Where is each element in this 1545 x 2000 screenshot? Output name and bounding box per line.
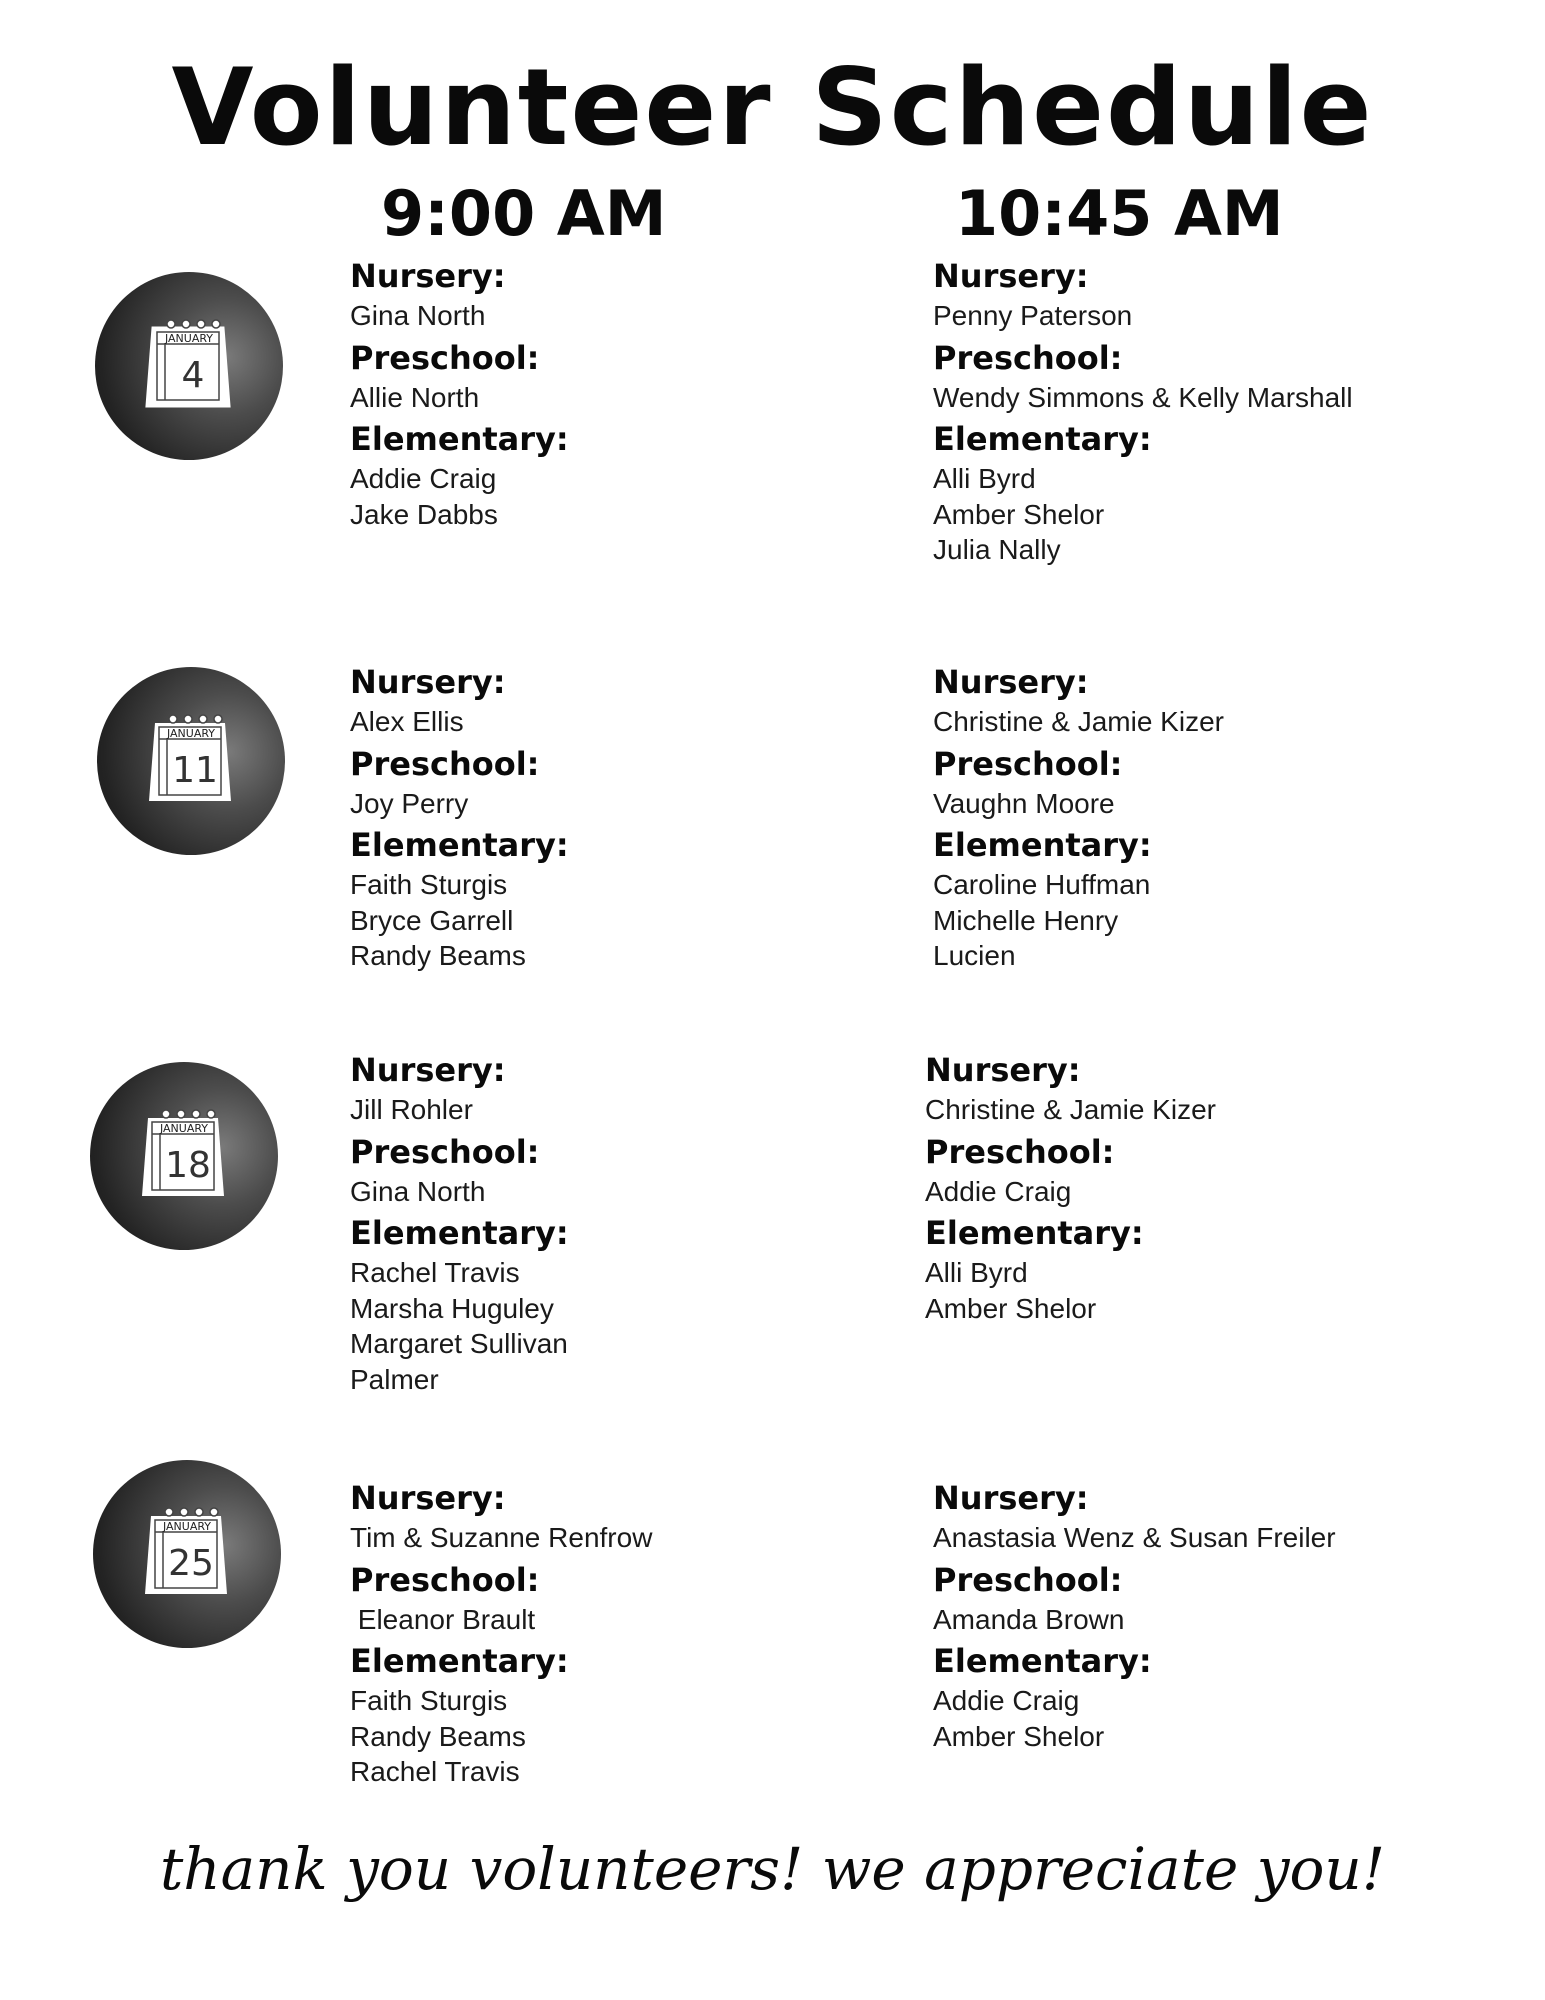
volunteer-name: Allie North: [350, 381, 480, 413]
volunteer-name: Bryce Garrell: [350, 904, 514, 936]
volunteer-name: Rachel Travis: [350, 1756, 520, 1787]
category-preschool: Preschool:: [350, 1560, 540, 1599]
calendar-month: JANUARY: [166, 727, 216, 740]
preschool-list: [350, 380, 910, 416]
volunteer-name: Addie Craig: [350, 463, 497, 494]
preschool-list: [933, 786, 1493, 822]
category-nursery: Nursery:: [350, 257, 506, 295]
preschool-list: [350, 786, 910, 822]
time-heading-late: 10:45 AM: [955, 177, 1284, 250]
calendar-day: 18: [165, 1145, 211, 1186]
calendar-day: 11: [172, 750, 218, 791]
volunteer-name: Eleanor Brault: [350, 1603, 536, 1635]
category-elementary: Elementary:: [933, 420, 1152, 458]
elementary-list: [350, 867, 910, 974]
volunteer-name: Margaret Sullivan: [350, 1328, 568, 1359]
category-preschool: Preschool:: [933, 338, 1123, 377]
category-elementary: Elementary:: [350, 826, 569, 864]
calendar-icon: [95, 272, 283, 460]
volunteer-name: Faith Sturgis: [350, 1685, 508, 1716]
volunteer-name: Addie Craig: [925, 1175, 1072, 1207]
category-elementary: Elementary:: [925, 1214, 1144, 1252]
volunteer-name: Rachel Travis: [350, 1257, 520, 1288]
calendar-month: JANUARY: [159, 1122, 209, 1135]
volunteer-name: Alli Byrd: [925, 1257, 1028, 1288]
nursery-list: [925, 1092, 1485, 1128]
volunteer-name: Lucien: [933, 940, 1016, 971]
category-nursery: Nursery:: [933, 663, 1089, 701]
category-elementary: Elementary:: [350, 1214, 569, 1252]
category-nursery: Nursery:: [350, 663, 506, 701]
volunteer-name: Jill Rohler: [350, 1094, 473, 1125]
volunteer-name: Addie Craig: [933, 1685, 1080, 1716]
calendar-day: 4: [181, 355, 205, 396]
date-badge-jan-25: [93, 1460, 281, 1648]
calendar-icon: [97, 667, 285, 855]
volunteer-name: Anastasia Wenz & Susan Freiler: [933, 1522, 1336, 1553]
volunteer-name: Alli Byrd: [933, 463, 1036, 494]
category-nursery: Nursery:: [925, 1051, 1081, 1089]
nursery-list: [350, 704, 910, 740]
category-preschool: Preschool:: [350, 338, 540, 377]
category-elementary: Elementary:: [933, 1642, 1152, 1680]
category-nursery: Nursery:: [933, 1479, 1089, 1517]
page-title: Volunteer Schedule: [171, 46, 1374, 169]
category-preschool: Preschool:: [925, 1132, 1115, 1171]
volunteer-name: Tim & Suzanne Renfrow: [350, 1522, 653, 1553]
calendar-month: JANUARY: [162, 1520, 212, 1533]
thank-you-note: thank you volunteers! we appreciate you!: [159, 1835, 1386, 1903]
category-preschool: Preschool:: [350, 744, 540, 783]
week-3-morning: [350, 1048, 910, 1399]
volunteer-name: Christine & Jamie Kizer: [925, 1094, 1216, 1125]
volunteer-name: Joy Perry: [350, 787, 469, 819]
week-1-late: [933, 254, 1493, 570]
date-badge-jan-18: [90, 1062, 278, 1250]
week-4-morning: [350, 1476, 910, 1792]
volunteer-name: Randy Beams: [350, 1720, 526, 1752]
category-preschool: Preschool:: [933, 744, 1123, 783]
volunteer-name: Penny Paterson: [933, 300, 1133, 331]
week-1-morning: [350, 254, 910, 534]
volunteer-name: Gina North: [350, 300, 486, 331]
category-nursery: Nursery:: [350, 1479, 506, 1517]
calendar-icon: [93, 1460, 281, 1648]
category-preschool: Preschool:: [350, 1132, 540, 1171]
calendar-month: JANUARY: [164, 332, 214, 345]
elementary-list: [933, 867, 1493, 974]
volunteer-name: Marsha Huguley: [350, 1292, 554, 1324]
nursery-list: [933, 1520, 1493, 1556]
volunteer-name: Alex Ellis: [350, 706, 464, 737]
nursery-list: [933, 298, 1493, 334]
elementary-list: [933, 1683, 1493, 1754]
elementary-list: [350, 1255, 910, 1397]
elementary-list: [933, 461, 1493, 568]
nursery-list: [933, 704, 1493, 740]
category-nursery: Nursery:: [933, 257, 1089, 295]
volunteer-name: Amber Shelor: [933, 498, 1105, 530]
week-4-late: [933, 1476, 1493, 1756]
elementary-list: [350, 461, 910, 532]
time-heading-morning: 9:00 AM: [381, 177, 667, 250]
elementary-list: [350, 1683, 910, 1790]
nursery-list: [350, 298, 910, 334]
volunteer-name: Amanda Brown: [933, 1603, 1125, 1635]
volunteer-name: Gina North: [350, 1175, 486, 1207]
volunteer-name: Amber Shelor: [925, 1292, 1097, 1324]
volunteer-name: Amber Shelor: [933, 1720, 1105, 1752]
category-preschool: Preschool:: [933, 1560, 1123, 1599]
elementary-list: [925, 1255, 1485, 1326]
week-2-morning: [350, 660, 910, 976]
volunteer-name: Julia Nally: [933, 534, 1061, 565]
category-elementary: Elementary:: [933, 826, 1152, 864]
date-badge-jan-11: [97, 667, 285, 855]
volunteer-name: Faith Sturgis: [350, 869, 508, 900]
category-nursery: Nursery:: [350, 1051, 506, 1089]
category-elementary: Elementary:: [350, 420, 569, 458]
date-badge-jan-4: [95, 272, 283, 460]
volunteer-name: Christine & Jamie Kizer: [933, 706, 1224, 737]
volunteer-name: Jake Dabbs: [350, 498, 498, 530]
nursery-list: [350, 1520, 910, 1556]
volunteer-name: Caroline Huffman: [933, 869, 1151, 900]
preschool-list: [350, 1174, 910, 1210]
volunteer-name: Wendy Simmons & Kelly Marshall: [933, 381, 1353, 413]
week-2-late: [933, 660, 1493, 976]
volunteer-name: Vaughn Moore: [933, 787, 1115, 819]
preschool-list: [925, 1174, 1485, 1210]
nursery-list: [350, 1092, 910, 1128]
volunteer-name: Randy Beams: [350, 940, 526, 971]
preschool-list: [933, 1602, 1493, 1638]
volunteer-name: Michelle Henry: [933, 904, 1119, 936]
category-elementary: Elementary:: [350, 1642, 569, 1680]
preschool-list: [350, 1602, 910, 1638]
volunteer-name: Palmer: [350, 1363, 439, 1395]
calendar-icon: [90, 1062, 278, 1250]
preschool-list: [933, 380, 1493, 416]
calendar-day: 25: [168, 1543, 214, 1584]
week-3-late: [925, 1048, 1485, 1328]
